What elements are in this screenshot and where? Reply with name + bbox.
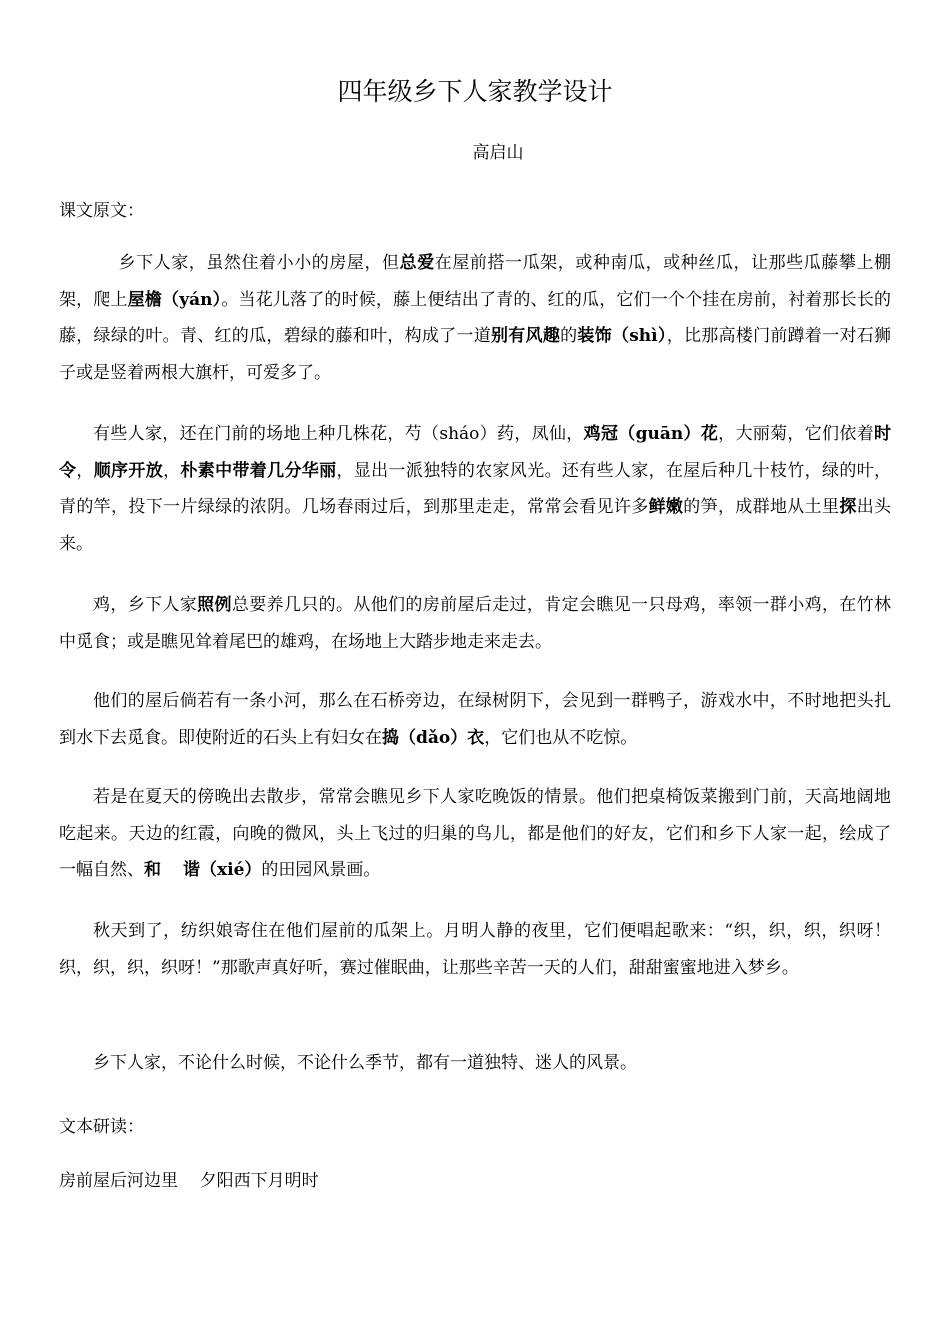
paragraph-4: 他们的屋后倘若有一条小河，那么在石桥旁边，在绿树阴下，会见到一群鸭子，游戏水中，不时地把头扎到水下去觅食。即使附近的石头上有妇女在捣（dǎo）衣，它们也从不吃惊。 <box>59 691 891 748</box>
section-label-original-text: 课文原文： <box>59 201 144 221</box>
paragraph-7: 乡下人家，不论什么时候，不论什么季节，都有一道独特、迷人的风景。 <box>93 1053 637 1073</box>
paragraph-2: 有些人家，还在门前的场地上种几株花，芍（sháo）药，凤仙，鸡冠（guān）花，大丽菊，它们依着时令，顺序开放，朴素中带着几分华丽，显出一派独特的农家风光。还有些人家，在屋后种几十枝竹，绿的叶，青的竿，投下一片绿绿的浓阴。几场春雨过后，到那里走走，常常会看见许多鲜嫩的笋，成群地从土里探出头来。 <box>59 424 892 554</box>
document-title: 四年级乡下人家教学设计 <box>337 77 613 106</box>
paragraph-1: 乡下人家，虽然住着小小的房屋，但总爱在屋前搭一瓜架，或种南瓜，或种丝瓜，让那些瓜藤攀上棚架，爬上屋檐（yán）。当花儿落了的时候，藤上便结出了青的、红的瓜，它们一个个挂在房前，衬着那长长的藤，绿绿的叶。青、红的瓜，碧绿的藤和叶，构成了一道别有风趣的装饰（shì），比那高楼门前蹲着一对石狮子或是竖着两根大旗杆，可爱多了。 <box>59 253 892 383</box>
section-label-text-study: 文本研读： <box>59 1117 144 1137</box>
document-author: 高启山 <box>472 143 524 163</box>
verse-line: 房前屋后河边里 夕阳西下月明时 <box>59 1171 319 1191</box>
paragraph-3: 鸡，乡下人家照例总要养几只的。从他们的房前屋后走过，肯定会瞧见一只母鸡，率领一群小鸡，在竹林中觅食；或是瞧见耸着尾巴的雄鸡，在场地上大踏步地走来走去。 <box>59 595 892 652</box>
paragraph-5: 若是在夏天的傍晚出去散步，常常会瞧见乡下人家吃晚饭的情景。他们把桌椅饭菜搬到门前，天高地阔地吃起来。天边的红霞，向晚的微风，头上飞过的归巢的鸟儿，都是他们的好友，它们和乡下人家一起，绘成了一幅自然、和 谐（xié）的田园风景画。 <box>59 787 891 880</box>
paragraph-6: 秋天到了，纺织娘寄住在他们屋前的瓜架上。月明人静的夜里，它们便唱起歌来：“织，织，织，织呀！织，织，织，织呀！”那歌声真好听，赛过催眠曲，让那些辛苦一天的人们，甜甜蜜蜜地进入梦乡。 <box>59 921 891 978</box>
